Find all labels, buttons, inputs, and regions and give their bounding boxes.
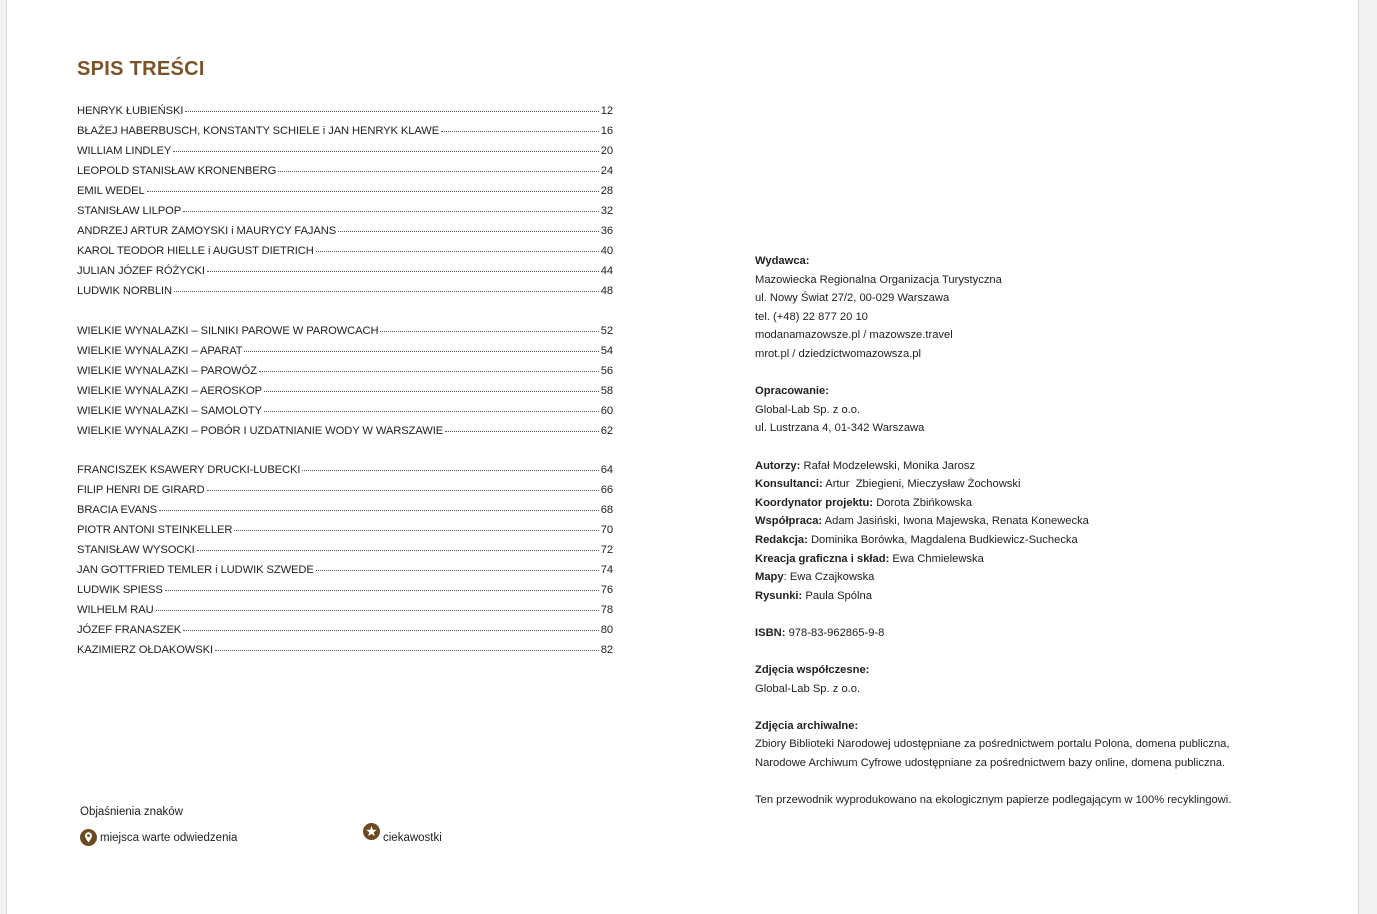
toc-entry[interactable]: [77, 425, 613, 445]
toc-entry-page: 12: [600, 105, 613, 117]
toc-leader-dots: [156, 610, 599, 611]
colophon-line: [755, 568, 1315, 587]
toc-entry-page: 52: [600, 324, 613, 337]
colophon-line: [755, 271, 1315, 290]
toc-entry[interactable]: [77, 125, 613, 145]
star-badge-icon: [363, 823, 380, 840]
toc-entry-page: 44: [600, 265, 613, 277]
colophon-label: Autorzy:: [755, 459, 801, 472]
toc-entry[interactable]: [77, 524, 613, 544]
toc-leader-dots: [445, 431, 599, 432]
toc-leader-dots: [173, 151, 599, 152]
colophon-text: ul. Nowy Świat 27/2, 00-029 Warszawa: [755, 292, 950, 305]
toc-entry-title: WIELKIE WYNALAZKI – PAROWÓZ: [77, 364, 257, 377]
colophon-line: [755, 531, 1315, 550]
toc-entry-title: STANISŁAW WYSOCKI: [77, 544, 195, 556]
toc-entry[interactable]: [77, 365, 613, 385]
toc-entry-title: BŁAŻEJ HABERBUSCH, KONSTANTY SCHIELE i JAN HENRYK KLAWE: [77, 125, 440, 137]
colophon-line: [755, 680, 1315, 699]
colophon-line: [755, 624, 1315, 643]
colophon-line: [755, 754, 1315, 773]
toc-entry-title: FRANCISZEK KSAWERY DRUCKI-LUBECKI: [77, 464, 301, 476]
colophon-text: Global-Lab Sp. z o.o.: [755, 403, 861, 416]
toc-entry-title: WIELKIE WYNALAZKI – POBÓR I UZDATNIANIE WODY W WARSZAWIE: [77, 424, 444, 437]
toc-entry-title: LEOPOLD STANISŁAW KRONENBERG: [77, 165, 277, 177]
toc-leader-dots: [207, 490, 599, 491]
colophon-block: [755, 457, 1315, 606]
toc-entry-page: 28: [600, 185, 613, 197]
toc-entry-page: 74: [600, 564, 613, 576]
toc-entry[interactable]: [77, 165, 613, 185]
toc-entry-title: WILHELM RAU: [77, 604, 154, 616]
colophon-line: [755, 382, 1315, 401]
toc-entry[interactable]: [77, 385, 613, 405]
toc-entry[interactable]: [77, 205, 613, 225]
colophon-block: [755, 717, 1315, 773]
toc-leader-dots: [338, 231, 599, 232]
toc-entry-title: JULIAN JÓZEF RÓŻYCKI: [77, 265, 205, 277]
colophon-block: [755, 791, 1315, 810]
page-left-edge: [0, 0, 7, 914]
toc-entry-title: HENRYK ŁUBIEŃSKI: [77, 105, 184, 117]
toc-entry-title: ANDRZEJ ARTUR ZAMOYSKI i MAURYCY FAJANS: [77, 225, 337, 237]
legend: [80, 806, 480, 849]
page-right-edge: [1358, 0, 1377, 914]
toc-entry[interactable]: [77, 245, 613, 265]
colophon-text: modanamazowsze.pl / mazowsze.travel: [755, 329, 953, 342]
colophon-label: Redakcja:: [755, 533, 808, 546]
colophon-block: [755, 624, 1315, 643]
toc-entry-page: 66: [600, 484, 613, 496]
toc-entry-page: 64: [600, 464, 613, 476]
colophon-text: Adam Jasiński, Iwona Majewska, Renata Konewecka: [822, 515, 1089, 528]
toc-leader-dots: [441, 131, 599, 132]
colophon-label: Wydawca:: [755, 255, 810, 267]
colophon-line: [755, 791, 1315, 810]
toc-entry[interactable]: [77, 584, 613, 604]
toc-entry-page: 72: [600, 544, 613, 556]
legend-label-trivia: ciekawostki: [383, 831, 442, 844]
colophon-label: Zdjęcia współczesne:: [755, 664, 870, 677]
colophon-label: Konsultanci:: [755, 478, 823, 491]
colophon: [755, 252, 1315, 828]
toc-leader-dots: [165, 590, 599, 591]
colophon-line: [755, 735, 1315, 754]
toc-entry-title: BRACIA EVANS: [77, 504, 158, 516]
toc-leader-dots: [380, 331, 598, 332]
toc-entry[interactable]: [77, 564, 613, 584]
toc-entry[interactable]: [77, 185, 613, 205]
map-pin-icon: [80, 829, 97, 846]
toc-entry-title: LUDWIK SPIESS: [77, 584, 163, 596]
toc-leader-dots: [183, 211, 599, 212]
colophon-block: [755, 252, 1315, 364]
colophon-line: [755, 587, 1315, 606]
colophon-label: Mapy: [755, 571, 784, 584]
toc-entry[interactable]: [77, 145, 613, 165]
colophon-text: Narodowe Archiwum Cyfrowe udostępniane za pośrednictwem bazy online, domena publiczna.: [755, 757, 1226, 770]
toc-entry-page: 48: [600, 285, 613, 297]
toc-entry-page: 36: [600, 225, 613, 237]
toc-entry-page: 60: [600, 404, 613, 417]
colophon-label: Koordynator projektu:: [755, 496, 874, 509]
toc-entry-title: KAROL TEODOR HIELLE i AUGUST DIETRICH: [77, 245, 314, 257]
toc-entry-title: JAN GOTTFRIED TEMLER i LUDWIK SZWEDE: [77, 564, 314, 576]
toc-entry[interactable]: [77, 604, 613, 624]
toc-group: [77, 325, 613, 445]
colophon-text: Dominika Borówka, Magdalena Budkiewicz-Suchecka: [807, 533, 1078, 546]
colophon-line: [755, 661, 1315, 680]
colophon-label: ISBN:: [755, 626, 786, 639]
toc-entry[interactable]: [77, 225, 613, 245]
toc-entry-page: 16: [600, 125, 613, 137]
colophon-line: [755, 494, 1315, 513]
toc-entry-page: 20: [600, 145, 613, 157]
toc-leader-dots: [264, 411, 599, 412]
colophon-text: 978-83-962865-9-8: [785, 626, 885, 639]
toc-leader-dots: [215, 650, 599, 651]
toc-entry[interactable]: [77, 624, 613, 644]
toc-group: [77, 464, 613, 664]
colophon-label: Kreacja graficzna i skład:: [755, 552, 890, 565]
colophon-block: [755, 382, 1315, 438]
colophon-text: Ten przewodnik wyprodukowano na ekologicznym papierze podlegającym w 100% recyklingowi.: [755, 794, 1232, 807]
toc-entry[interactable]: [77, 484, 613, 504]
toc-entry-title: KAZIMIERZ OŁDAKOWSKI: [77, 644, 213, 656]
toc-entry[interactable]: [77, 105, 613, 125]
toc-entry[interactable]: [77, 405, 613, 425]
legend-title: Objaśnienia znaków: [80, 806, 183, 818]
toc-leader-dots: [197, 550, 599, 551]
toc-entry-title: WIELKIE WYNALAZKI – SILNIKI PAROWE W PAROWCACH: [77, 324, 379, 337]
colophon-line: [755, 252, 1315, 271]
colophon-text: tel. (+48) 22 877 20 10: [755, 310, 868, 323]
toc-entry-title: WIELKIE WYNALAZKI – SAMOLOTY: [77, 404, 262, 417]
toc-entry-page: 40: [600, 245, 613, 257]
toc-entry-title: JÓZEF FRANASZEK: [77, 624, 182, 636]
colophon-text: Mazowiecka Regionalna Organizacja Turystyczna: [755, 273, 1002, 286]
toc-entry-title: FILIP HENRI DE GIRARD: [77, 484, 205, 496]
toc-leader-dots: [264, 391, 599, 392]
colophon-label: Rysunki:: [755, 589, 803, 602]
toc-entry-page: 32: [600, 205, 613, 217]
colophon-text: Artur Zbiegieni, Mieczysław Żochowski: [822, 478, 1021, 491]
colophon-text: Dorota Zbińkowska: [873, 496, 972, 509]
toc-leader-dots: [185, 111, 598, 112]
colophon-text: ul. Lustrzana 4, 01-342 Warszawa: [755, 422, 925, 435]
toc-group: [77, 105, 613, 305]
toc-entry-page: 80: [600, 624, 613, 636]
toc-entry[interactable]: [77, 644, 613, 664]
colophon-line: [755, 326, 1315, 345]
toc-entry-title: WIELKIE WYNALAZKI – AEROSKOP: [77, 384, 262, 397]
colophon-label: Opracowanie:: [755, 385, 829, 398]
toc-entry-page: 24: [600, 165, 613, 177]
toc-entry[interactable]: [77, 265, 613, 285]
colophon-line: [755, 289, 1315, 308]
toc-title: SPIS TREŚCI: [77, 58, 205, 80]
colophon-line: [755, 345, 1315, 364]
colophon-text: Global-Lab Sp. z o.o.: [755, 682, 861, 695]
toc-entry-page: 82: [600, 644, 613, 656]
colophon-text: Zbiory Biblioteki Narodowej udostępniane za pośrednictwem portalu Polona, domena publiczna,: [755, 738, 1230, 751]
toc-leader-dots: [159, 510, 599, 511]
toc-entry[interactable]: [77, 325, 613, 345]
colophon-line: [755, 401, 1315, 420]
colophon-text: Paula Spólna: [802, 589, 872, 602]
colophon-line: [755, 512, 1315, 531]
toc-entry[interactable]: [77, 544, 613, 564]
toc-leader-dots: [244, 351, 598, 352]
toc-leader-dots: [259, 371, 599, 372]
toc-leader-dots: [278, 171, 599, 172]
toc-entry-page: 56: [600, 364, 613, 377]
toc-leader-dots: [316, 251, 599, 252]
colophon-line: [755, 475, 1315, 494]
toc-leader-dots: [207, 271, 599, 272]
colophon-block: [755, 661, 1315, 698]
toc-entry-page: 62: [600, 424, 613, 437]
colophon-line: [755, 717, 1315, 736]
toc-entry-page: 58: [600, 384, 613, 397]
colophon-text: Rafał Modzelewski, Monika Jarosz: [800, 459, 976, 472]
legend-label-places: miejsca warte odwiedzenia: [100, 831, 238, 844]
toc-entry-page: 70: [600, 524, 613, 536]
legend-item-places: [80, 829, 237, 846]
toc-entry-page: 76: [600, 584, 613, 596]
colophon-line: [755, 550, 1315, 569]
colophon-text: mrot.pl / dziedzictwomazowsza.pl: [755, 347, 922, 360]
table-of-contents: [77, 105, 613, 684]
toc-entry-title: STANISŁAW LILPOP: [77, 205, 182, 217]
legend-item-trivia: [363, 823, 442, 844]
colophon-text: : Ewa Czajkowska: [783, 571, 875, 584]
colophon-line: [755, 308, 1315, 327]
colophon-text: Ewa Chmielewska: [889, 552, 984, 565]
colophon-line: [755, 457, 1315, 476]
toc-entry[interactable]: [77, 464, 613, 484]
colophon-label: Współpraca:: [755, 515, 823, 528]
toc-entry-title: WIELKIE WYNALAZKI – APARAT: [77, 344, 243, 357]
toc-leader-dots: [302, 470, 598, 471]
toc-leader-dots: [234, 530, 598, 531]
toc-entry-title: EMIL WEDEL: [77, 185, 145, 197]
toc-entry[interactable]: [77, 285, 613, 305]
toc-entry-page: 68: [600, 504, 613, 516]
toc-entry[interactable]: [77, 504, 613, 524]
toc-leader-dots: [147, 191, 599, 192]
toc-entry-title: LUDWIK NORBLIN: [77, 285, 172, 297]
colophon-line: [755, 419, 1315, 438]
toc-leader-dots: [174, 291, 599, 292]
toc-entry-title: WILLIAM LINDLEY: [77, 145, 172, 157]
toc-entry-page: 54: [600, 344, 613, 357]
toc-leader-dots: [316, 570, 599, 571]
toc-entry[interactable]: [77, 345, 613, 365]
toc-entry-page: 78: [600, 604, 613, 616]
toc-entry-title: PIOTR ANTONI STEINKELLER: [77, 524, 233, 536]
toc-leader-dots: [183, 630, 599, 631]
colophon-label: Zdjęcia archiwalne:: [755, 719, 859, 732]
